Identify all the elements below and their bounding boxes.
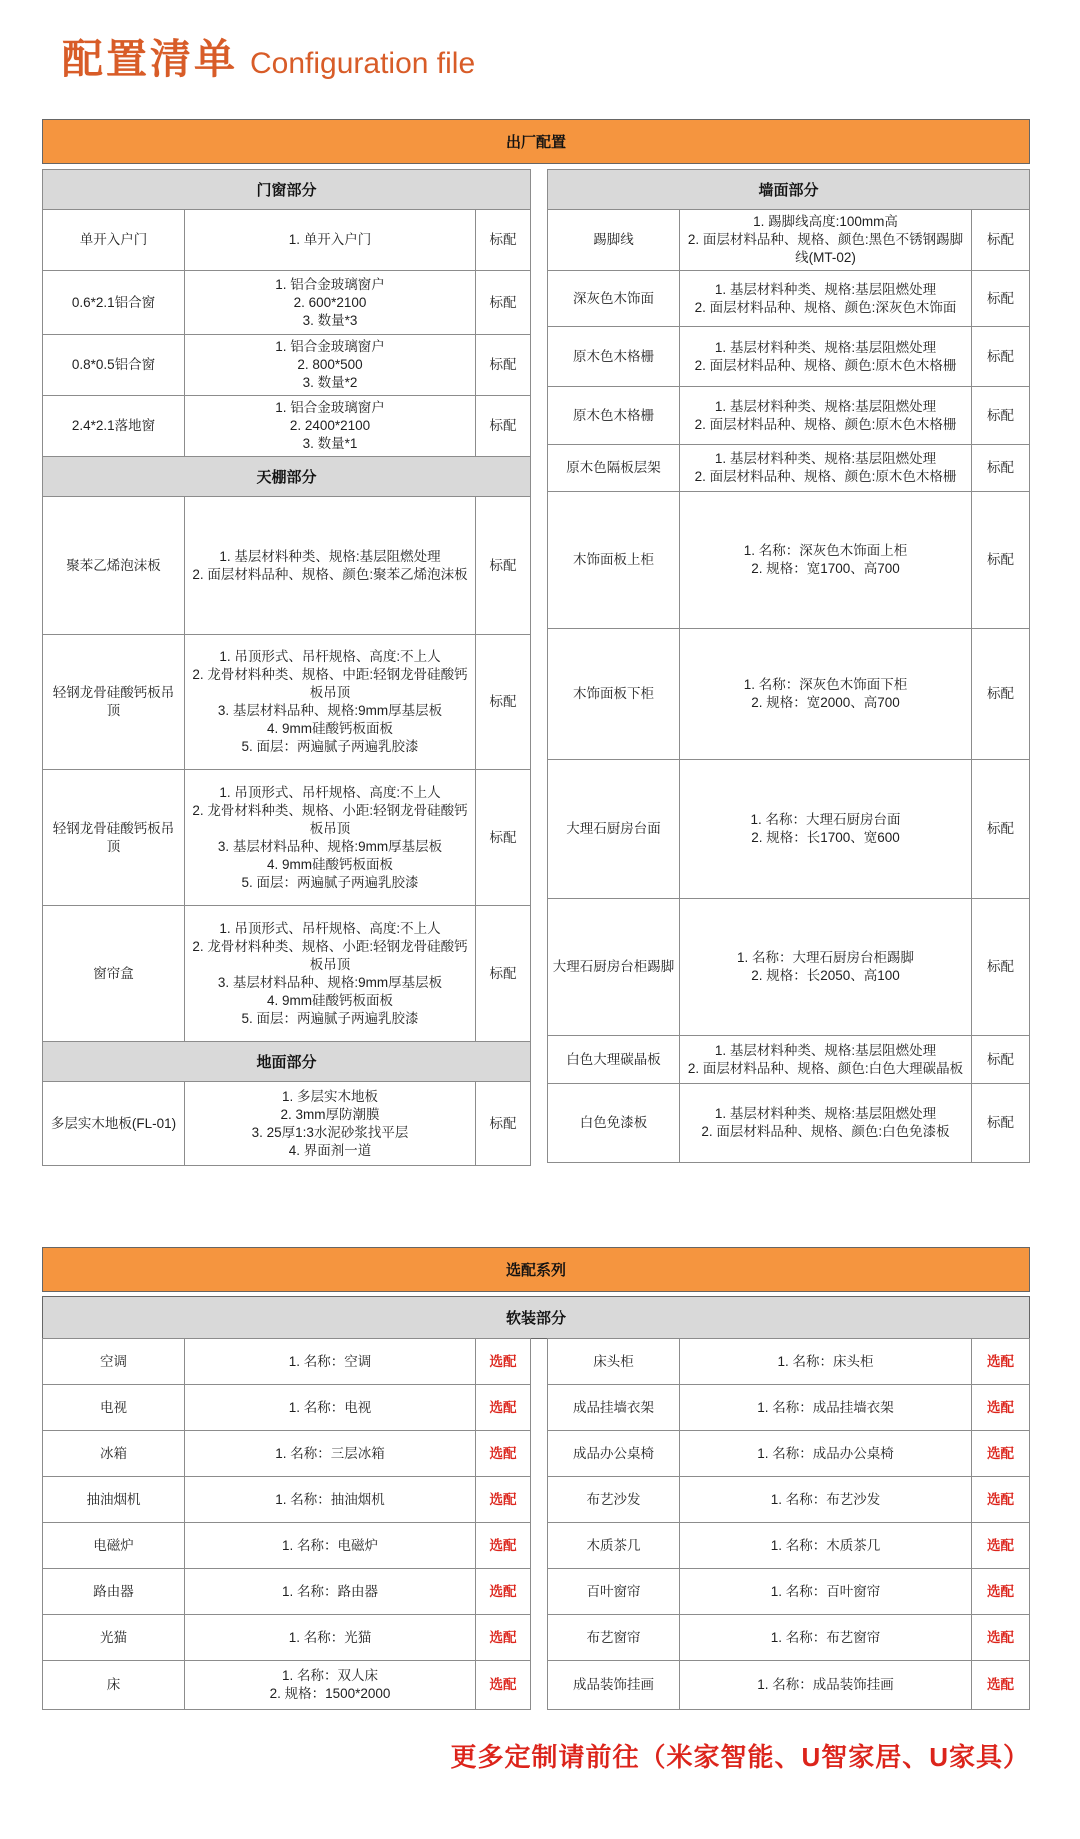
desc-line: 2. 规格：长1700、宽600	[751, 830, 900, 845]
item-flag-cell: 标配	[475, 635, 530, 769]
item-name-cell: 轻钢龙骨硅酸钙板吊顶	[52, 685, 175, 718]
item-flag-cell: 选配	[475, 1661, 530, 1709]
desc-line: 2. 龙骨材料种类、规格、小距:轻钢龙骨硅酸钙板吊顶	[192, 802, 468, 836]
item-flag-cell: 选配	[971, 1569, 1029, 1614]
desc-line: 1. 单开入户门	[288, 232, 372, 247]
item-desc-cell	[679, 1431, 971, 1476]
item-name-cell: 0.6*2.1铝合窗	[71, 294, 156, 310]
item-desc-cell	[679, 210, 971, 270]
desc-line: 1. 名称：深灰色木饰面下柜	[743, 677, 908, 692]
desc-line: 2. 规格：宽1700、高700	[751, 561, 900, 576]
table-row	[42, 334, 531, 396]
item-desc-cell	[184, 1523, 475, 1568]
desc-line: 1. 吊顶形式、吊杆规格、高度:不上人	[219, 784, 441, 800]
item-name-cell: 轻钢龙骨硅酸钙板吊顶	[52, 820, 175, 854]
table-row	[547, 1035, 1030, 1084]
desc-line: 2. 规格：1500*2000	[269, 1686, 391, 1701]
item-flag-cell: 选配	[971, 1385, 1029, 1430]
soft-furnishing-header: 软装部分	[42, 1296, 1030, 1339]
item-name-cell: 白色免漆板	[579, 1115, 648, 1130]
item-flag-cell: 选配	[971, 1661, 1029, 1709]
item-name-cell: 成品挂墙衣架	[573, 1399, 654, 1415]
desc-line: 3. 基层材料品种、规格:9mm厚基层板	[217, 974, 443, 990]
desc-line: 1. 基层材料种类、规格:基层阻燃处理	[219, 548, 441, 564]
table-row	[42, 1338, 531, 1385]
item-name-cell: 布艺沙发	[586, 1491, 641, 1507]
item-flag-cell: 选配	[971, 1431, 1029, 1476]
item-desc-cell	[184, 1385, 475, 1430]
desc-line: 2. 面层材料品种、规格、颜色:深灰色木饰面	[694, 299, 957, 315]
item-desc-cell	[679, 899, 971, 1035]
item-desc-cell	[679, 445, 971, 491]
table-row	[42, 395, 531, 457]
item-name-cell: 路由器	[93, 1583, 134, 1599]
item-flag-cell: 选配	[971, 1523, 1029, 1568]
item-flag-cell: 选配	[475, 1385, 530, 1430]
item-desc-cell	[184, 1615, 475, 1660]
item-name-cell: 成品装饰挂画	[573, 1677, 654, 1692]
item-name-cell: 木质茶几	[586, 1537, 641, 1553]
desc-line: 1. 名称：成品挂墙衣架	[757, 1399, 894, 1415]
item-name-cell: 电磁炉	[93, 1537, 134, 1553]
table-row	[42, 270, 531, 335]
item-desc-cell	[679, 1036, 971, 1083]
item-flag-cell: 标配	[971, 327, 1029, 386]
desc-line: 2. 面层材料品种、规格、颜色:白色大理碳晶板	[687, 1060, 964, 1076]
desc-line: 2. 2400*2100	[289, 418, 371, 433]
item-desc-cell	[184, 271, 475, 334]
desc-line: 2. 600*2100	[293, 294, 367, 310]
desc-line: 1. 名称：成品装饰挂画	[757, 1677, 894, 1692]
table-row	[547, 898, 1030, 1036]
optional-right-column	[547, 1338, 1030, 1710]
item-flag-cell: 选配	[475, 1569, 530, 1614]
desc-line: 1. 名称：成品办公桌椅	[757, 1445, 894, 1461]
item-desc-cell	[184, 770, 475, 905]
item-desc-cell	[679, 1615, 971, 1660]
desc-line: 3. 25厚1:3水泥砂浆找平层	[251, 1124, 409, 1140]
item-desc-cell	[679, 1569, 971, 1614]
item-name-cell: 木饰面板上柜	[573, 552, 654, 567]
item-name-cell: 木饰面板下柜	[573, 686, 654, 701]
item-desc-cell	[184, 396, 475, 456]
desc-line: 1. 基层材料种类、规格:基层阻燃处理	[714, 281, 937, 297]
item-desc-cell	[679, 492, 971, 628]
item-flag-cell: 标配	[971, 899, 1029, 1035]
table-row	[547, 1430, 1030, 1477]
table-row	[547, 759, 1030, 899]
factory-left-column	[42, 169, 531, 1166]
desc-line: 1. 基层材料种类、规格:基层阻燃处理	[714, 1042, 937, 1058]
item-name-cell: 原木色隔板层架	[566, 460, 661, 475]
section-header: 天棚部分	[42, 456, 531, 497]
desc-line: 5. 面层：两遍腻子两遍乳胶漆	[241, 739, 419, 754]
table-row	[42, 209, 531, 271]
item-name-cell: 单开入户门	[79, 232, 148, 247]
item-flag-cell: 标配	[971, 445, 1029, 491]
item-flag-cell: 选配	[475, 1339, 530, 1384]
desc-line: 1. 踢脚线高度:100mm高	[753, 214, 898, 229]
item-name-cell: 原木色木格栅	[573, 348, 654, 364]
desc-line: 1. 铝合金玻璃窗户	[275, 339, 385, 354]
factory-right-column	[547, 169, 1030, 1163]
item-desc-cell	[184, 1339, 475, 1384]
item-flag-cell: 标配	[971, 629, 1029, 759]
item-desc-cell	[679, 1084, 971, 1162]
item-name-cell: 踢脚线	[593, 232, 634, 247]
item-flag-cell: 选配	[971, 1615, 1029, 1660]
table-row	[547, 1660, 1030, 1710]
desc-line: 2. 面层材料品种、规格、颜色:白色免漆板	[701, 1124, 950, 1139]
table-row	[547, 1522, 1030, 1569]
desc-line: 1. 名称：大理石厨房台面	[750, 812, 901, 827]
item-name-cell: 床	[106, 1677, 121, 1692]
desc-line: 3. 数量*3	[302, 312, 358, 328]
desc-line: 1. 名称：百叶窗帘	[770, 1583, 881, 1599]
desc-line: 1. 名称：抽油烟机	[275, 1491, 385, 1507]
desc-line: 1. 基层材料种类、规格:基层阻燃处理	[714, 1106, 937, 1121]
desc-line: 1. 吊顶形式、吊杆规格、高度:不上人	[219, 649, 441, 664]
table-row	[547, 1476, 1030, 1523]
desc-line: 1. 名称：深灰色木饰面上柜	[743, 543, 908, 558]
item-name-cell: 百叶窗帘	[586, 1583, 641, 1599]
desc-line: 1. 名称：路由器	[281, 1583, 378, 1599]
table-row	[547, 1568, 1030, 1615]
desc-line: 2. 面层材料品种、规格、颜色:聚苯乙烯泡沫板	[192, 566, 468, 582]
item-desc-cell	[184, 1477, 475, 1522]
table-row	[42, 1476, 531, 1523]
item-desc-cell	[184, 1661, 475, 1709]
item-desc-cell	[679, 1661, 971, 1709]
item-flag-cell: 标配	[971, 760, 1029, 898]
desc-line: 1. 铝合金玻璃窗户	[275, 276, 385, 292]
table-row	[547, 491, 1030, 629]
table-row	[547, 444, 1030, 492]
table-row	[42, 496, 531, 635]
item-desc-cell	[184, 335, 475, 395]
item-name-cell: 窗帘盒	[93, 965, 134, 981]
desc-line: 2. 规格：宽2000、高700	[751, 695, 900, 710]
optional-series-table	[42, 1338, 1030, 1710]
optional-series-banner: 选配系列	[42, 1247, 1030, 1292]
item-desc-cell	[679, 387, 971, 444]
item-flag-cell: 标配	[475, 335, 530, 395]
table-row	[42, 1081, 531, 1166]
table-row	[547, 1083, 1030, 1163]
desc-line: 4. 9mm硅酸钙板面板	[266, 721, 393, 736]
item-flag-cell: 标配	[475, 210, 530, 270]
item-name-cell: 深灰色木饰面	[573, 290, 654, 306]
desc-line: 2. 面层材料品种、规格、颜色:黑色不锈钢踢脚线(MT-02)	[687, 232, 964, 265]
item-flag-cell: 标配	[475, 906, 530, 1041]
section-header: 墙面部分	[547, 169, 1030, 210]
desc-line: 1. 名称：电磁炉	[281, 1537, 378, 1553]
item-name-cell: 原木色木格栅	[573, 407, 654, 423]
table-row	[42, 1614, 531, 1661]
desc-line: 1. 名称：电视	[288, 1399, 372, 1415]
table-row	[42, 1660, 531, 1710]
item-desc-cell	[679, 1385, 971, 1430]
desc-line: 2. 面层材料品种、规格、颜色:原木色木格栅	[694, 357, 957, 373]
item-flag-cell: 标配	[971, 1036, 1029, 1083]
item-name-cell: 0.8*0.5铝合窗	[71, 357, 156, 372]
item-name-cell: 布艺窗帘	[586, 1629, 641, 1645]
desc-line: 2. 800*500	[297, 357, 363, 372]
item-flag-cell: 标配	[475, 770, 530, 905]
item-flag-cell: 选配	[971, 1477, 1029, 1522]
item-flag-cell: 选配	[475, 1431, 530, 1476]
item-name-cell: 床头柜	[593, 1353, 634, 1369]
table-row	[42, 769, 531, 906]
desc-line: 3. 基层材料品种、规格:9mm厚基层板	[217, 838, 443, 854]
desc-line: 1. 基层材料种类、规格:基层阻燃处理	[714, 398, 937, 414]
desc-line: 2. 龙骨材料种类、规格、小距:轻钢龙骨硅酸钙板吊顶	[192, 938, 468, 972]
item-flag-cell: 选配	[475, 1523, 530, 1568]
desc-line: 2. 3mm厚防潮膜	[280, 1106, 380, 1122]
optional-left-column	[42, 1338, 531, 1710]
item-name-cell: 多层实木地板(FL-01)	[50, 1115, 177, 1131]
table-row	[42, 1384, 531, 1431]
item-desc-cell	[184, 635, 475, 769]
item-desc-cell	[184, 497, 475, 634]
desc-line: 4. 界面剂一道	[288, 1142, 372, 1158]
item-desc-cell	[679, 760, 971, 898]
item-name-cell: 抽油烟机	[86, 1491, 141, 1507]
table-row	[547, 209, 1030, 271]
table-row	[547, 270, 1030, 327]
desc-line: 5. 面层：两遍腻子两遍乳胶漆	[241, 1010, 419, 1026]
table-row	[547, 1614, 1030, 1661]
item-flag-cell: 标配	[475, 271, 530, 334]
page-title	[62, 26, 1030, 85]
desc-line: 2. 规格：长2050、高100	[751, 968, 900, 983]
item-flag-cell: 标配	[971, 210, 1029, 270]
desc-line: 1. 名称：双人床	[281, 1668, 378, 1683]
item-name-cell: 光猫	[100, 1629, 127, 1645]
desc-line: 4. 9mm硅酸钙板面板	[266, 992, 393, 1008]
item-flag-cell: 标配	[971, 271, 1029, 326]
title-chinese: 配置清单	[62, 36, 238, 82]
desc-line: 1. 铝合金玻璃窗户	[275, 400, 385, 415]
desc-line: 4. 9mm硅酸钙板面板	[266, 856, 393, 872]
item-flag-cell: 标配	[475, 1082, 530, 1165]
item-name-cell: 白色大理碳晶板	[566, 1051, 661, 1067]
table-row	[547, 628, 1030, 760]
table-row	[547, 326, 1030, 387]
table-row	[42, 1522, 531, 1569]
desc-line: 1. 名称：布艺沙发	[770, 1491, 881, 1507]
item-desc-cell	[184, 1431, 475, 1476]
item-flag-cell: 标配	[475, 497, 530, 634]
item-flag-cell: 选配	[971, 1339, 1029, 1384]
item-flag-cell: 标配	[971, 492, 1029, 628]
item-flag-cell: 标配	[971, 387, 1029, 444]
item-name-cell: 电视	[100, 1399, 127, 1415]
item-desc-cell	[184, 210, 475, 270]
table-row	[547, 1384, 1030, 1431]
factory-config-banner: 出厂配置	[42, 119, 1030, 164]
table-row	[547, 1338, 1030, 1385]
section-header: 地面部分	[42, 1041, 531, 1082]
desc-line: 2. 龙骨材料种类、规格、中距:轻钢龙骨硅酸钙板吊顶	[192, 667, 468, 700]
item-desc-cell	[679, 327, 971, 386]
desc-line: 1. 基层材料种类、规格:基层阻燃处理	[714, 451, 937, 466]
item-desc-cell	[679, 1477, 971, 1522]
desc-line: 3. 数量*2	[302, 375, 358, 390]
item-name-cell: 2.4*2.1落地窗	[71, 418, 156, 433]
item-flag-cell: 标配	[971, 1084, 1029, 1162]
spacer	[42, 1166, 1030, 1247]
table-row	[547, 386, 1030, 445]
desc-line: 2. 面层材料品种、规格、颜色:原木色木格栅	[694, 469, 957, 484]
desc-line: 1. 吊顶形式、吊杆规格、高度:不上人	[219, 920, 441, 936]
section-header: 门窗部分	[42, 169, 531, 210]
item-desc-cell	[679, 1523, 971, 1568]
table-row	[42, 905, 531, 1042]
desc-line: 1. 基层材料种类、规格:基层阻燃处理	[714, 339, 937, 355]
desc-line: 1. 名称：光猫	[288, 1629, 372, 1645]
item-name-cell: 大理石厨房台柜踢脚	[552, 959, 675, 974]
table-row	[42, 1568, 531, 1615]
item-flag-cell: 标配	[475, 396, 530, 456]
item-desc-cell	[184, 906, 475, 1041]
desc-line: 1. 名称：木质茶几	[770, 1537, 881, 1553]
desc-line: 1. 名称：布艺窗帘	[770, 1629, 881, 1645]
desc-line: 1. 名称：大理石厨房台柜踢脚	[736, 950, 914, 965]
item-name-cell: 冰箱	[100, 1445, 127, 1461]
item-desc-cell	[184, 1569, 475, 1614]
item-name-cell: 大理石厨房台面	[566, 821, 661, 836]
factory-config-table	[42, 169, 1030, 1166]
title-english: Configuration file	[250, 47, 476, 80]
desc-line: 2. 面层材料品种、规格、颜色:原木色木格栅	[694, 416, 957, 432]
desc-line: 3. 基层材料品种、规格:9mm厚基层板	[217, 703, 443, 718]
item-desc-cell	[184, 1082, 475, 1165]
item-desc-cell	[679, 629, 971, 759]
desc-line: 1. 名称：空调	[288, 1353, 372, 1369]
desc-line: 1. 名称：三层冰箱	[275, 1445, 385, 1461]
item-flag-cell: 选配	[475, 1615, 530, 1660]
footer-note: 更多定制请前往（米家智能、U智家居、U家具）	[450, 1742, 1030, 1772]
desc-line: 1. 多层实木地板	[281, 1088, 378, 1104]
item-name-cell: 成品办公桌椅	[573, 1445, 654, 1461]
desc-line: 1. 名称：床头柜	[777, 1353, 874, 1369]
desc-line: 3. 数量*1	[302, 436, 358, 451]
table-row	[42, 1430, 531, 1477]
table-row	[42, 634, 531, 770]
item-flag-cell: 选配	[475, 1477, 530, 1522]
item-desc-cell	[679, 271, 971, 326]
desc-line: 5. 面层：两遍腻子两遍乳胶漆	[241, 874, 419, 890]
item-name-cell: 聚苯乙烯泡沫板	[66, 557, 161, 573]
item-name-cell: 空调	[100, 1353, 127, 1369]
item-desc-cell	[679, 1339, 971, 1384]
